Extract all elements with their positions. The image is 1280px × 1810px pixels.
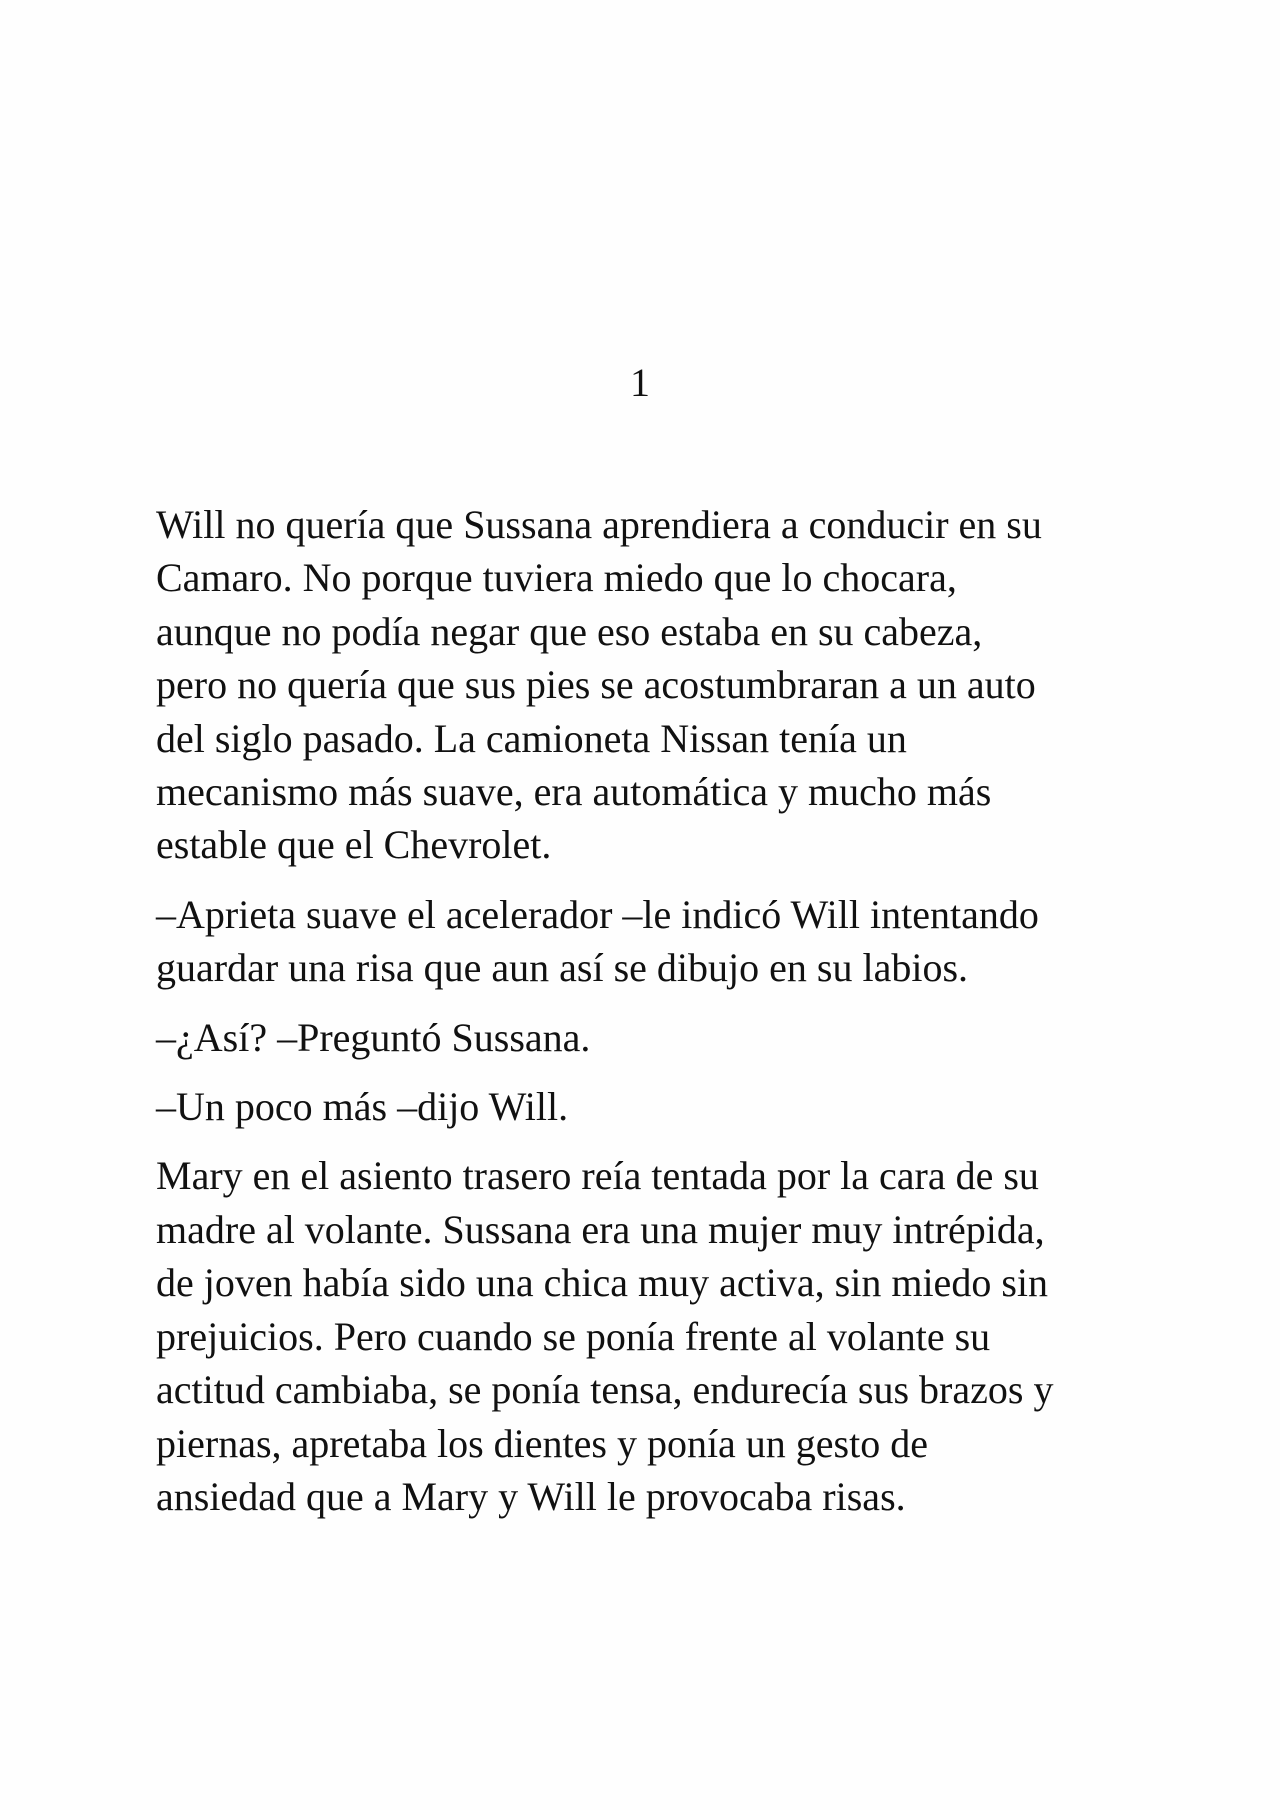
text-line: del siglo pasado. La camioneta Nissan tenía un — [156, 715, 907, 761]
text-line: Camaro. No porque tuviera miedo que lo chocara, — [156, 555, 957, 601]
paragraph — [156, 1149, 1136, 1523]
text-line: pero no quería que sus pies se acostumbraran a un auto — [156, 662, 1036, 708]
text-line: ansiedad que a Mary y Will le provocaba risas. — [156, 1473, 906, 1519]
text-line: aunque no podía negar que eso estaba en su cabeza, — [156, 608, 983, 654]
text-line: actitud cambiaba, se ponía tensa, endurecía sus brazos y — [156, 1367, 1054, 1413]
text-line: Will no quería que Sussana aprendiera a conducir en su — [156, 502, 1042, 547]
text-line: –¿Así? –Preguntó Sussana. — [156, 1014, 591, 1060]
text-line: prejuicios. Pero cuando se ponía frente al volante su — [156, 1313, 991, 1359]
text-line: guardar una risa que aun así se dibujo en su labios. — [156, 945, 969, 991]
paragraph — [156, 1080, 1136, 1133]
text-line: mecanismo más suave, era automática y mucho más — [156, 769, 992, 815]
chapter-number: 1 — [630, 360, 650, 405]
chapter-body — [156, 498, 1136, 1539]
paragraph — [156, 888, 1136, 995]
paragraph — [156, 1011, 1136, 1064]
text-line: Mary en el asiento trasero reía tentada por la cara de su — [156, 1153, 1039, 1199]
paragraph — [156, 498, 1136, 872]
text-line: madre al volante. Sussana era una mujer muy intrépida, — [156, 1206, 1045, 1252]
text-line: –Un poco más –dijo Will. — [156, 1084, 569, 1130]
text-line: –Aprieta suave el acelerador –le indicó Will intentando — [156, 891, 1039, 937]
text-line: de joven había sido una chica muy activa, sin miedo sin — [156, 1260, 1048, 1306]
text-line: estable que el Chevrolet. — [156, 822, 552, 868]
text-line: piernas, apretaba los dientes y ponía un gesto de — [156, 1420, 928, 1466]
